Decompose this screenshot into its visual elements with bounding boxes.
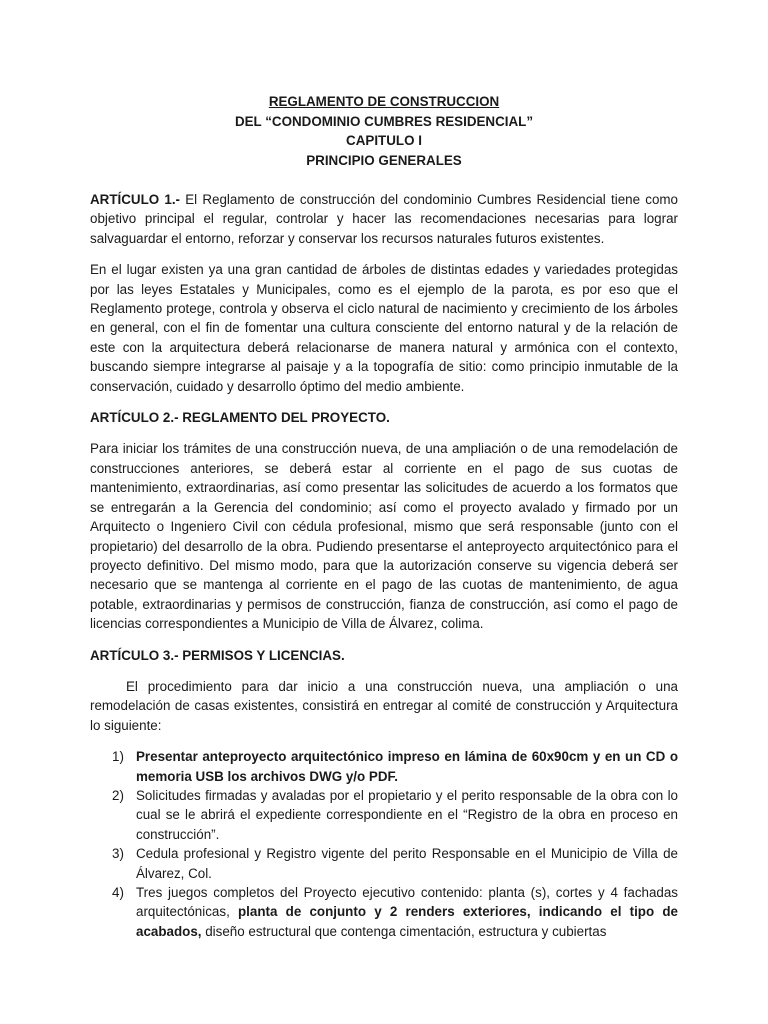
article-1-paragraph-2: En el lugar existen ya una gran cantidad de árboles de distintas edades y variedades protegidas por las leyes Estatales y Municipales, como es el ejemplo de la parota, es por eso que el Reglamento protege, controla y observa el ciclo natural de nacimiento y crecimiento de los árboles en general, con el fin de fomentar una cultura consciente del entorno natural y de la relación de este con la arquitectura deberá relacionarse de manera natural y armónica con el contexto, buscando siempre integrarse al paisaje y a la topografía de sitio: como principio inmutable de la conservación, cuidado y desarrollo óptimo del medio ambiente. — [90, 262, 678, 394]
list-item-text: Solicitudes firmadas y avaladas por el propietario y el perito responsable de la obra con lo cual se le abrirá el expediente correspondiente en el “Registro de la obra en proceso en construcción”. — [136, 787, 678, 842]
title-line-1: REGLAMENTO DE CONSTRUCCION — [268, 94, 500, 109]
list-item-text-continued: diseño estructural que contenga cimentación, estructura y cubiertas — [201, 923, 607, 939]
article-2-paragraph: Para iniciar los trámites de una construcción nueva, de una ampliación o de una remodelación de construcciones anteriores, se deberá estar al corriente en el pago de sus cuotas de mantenimiento, extraordinarias, así como presentar las solicitudes de acuerdo a los formatos que se entregarán a la Gerencia del condominio; así como el proyecto avalado y firmado por un Arquitecto o Ingeniero Civil con cédula profesional, mismo que será responsable (junto con el propietario) del desarrollo de la obra. Pudiendo presentarse el anteproyecto arquitectónico para el proyecto definitivo. Del mismo modo, para que la autorización conserve su vigencia deberá ser necesario que se mantenga al corriente en el pago de las cuotas de mantenimiento, de agua potable, extraordinarias y permisos de construcción, fianza de construcción, así como el pago de licencias correspondientes a Municipio de Villa de Álvarez, colima. — [90, 441, 678, 632]
list-item-text: Tres juegos completos del Proyecto ejecutivo contenido: planta (s), cortes y 4 fachadas arquitectónicas, — [136, 885, 678, 920]
list-item-text: Cedula profesional y Registro vigente del perito Responsable en el Municipio de Villa de Álvarez, Col. — [136, 846, 678, 881]
article-3-intro: El procedimiento para dar inicio a una construcción nueva, una ampliación o una remodelación de casas existentes, consistirá en entregar al comité de construcción y Arquitectura lo siguiente: — [90, 678, 678, 733]
title-line-2: DEL “CONDOMINIO CUMBRES RESIDENCIAL” — [234, 113, 534, 129]
article-1-text: El Reglamento de construcción del condominio Cumbres Residencial tiene como objetivo principal el regular, controlar y hacer las recomendaciones necesarias para lograr salvaguardar el entorno, reforzar y conservar los recursos naturales futuros existentes. — [90, 192, 678, 246]
list-item-number: 3) — [112, 846, 124, 862]
list-item-number: 1) — [112, 749, 124, 765]
list-item-bold-text: planta de conjunto y 2 renders exteriores, indicando el tipo de acabados, — [136, 904, 678, 939]
article-3-heading: ARTÍCULO 3.- PERMISOS Y LICENCIAS. — [90, 647, 345, 663]
list-item — [90, 786, 678, 844]
list-item — [90, 747, 678, 786]
requirements-list — [90, 747, 678, 941]
chapter-subtitle: PRINCIPIO GENERALES — [306, 152, 462, 168]
chapter-title: CAPITULO I — [346, 133, 422, 148]
list-item-text: Presentar anteproyecto arquitectónico impreso en lámina de 60x90cm y en un CD o memoria USB los archivos DWG y/o PDF. — [136, 749, 678, 784]
list-item — [90, 844, 678, 883]
list-item-number: 2) — [112, 787, 124, 803]
article-2-heading: ARTÍCULO 2.- REGLAMENTO DEL PROYECTO. — [90, 410, 390, 426]
document-body — [90, 92, 678, 941]
list-item-number: 4) — [112, 885, 124, 900]
document-title — [90, 92, 678, 170]
list-item — [90, 883, 678, 941]
article-1-label: ARTÍCULO 1.- — [90, 192, 181, 207]
article-1-paragraph — [90, 190, 678, 248]
